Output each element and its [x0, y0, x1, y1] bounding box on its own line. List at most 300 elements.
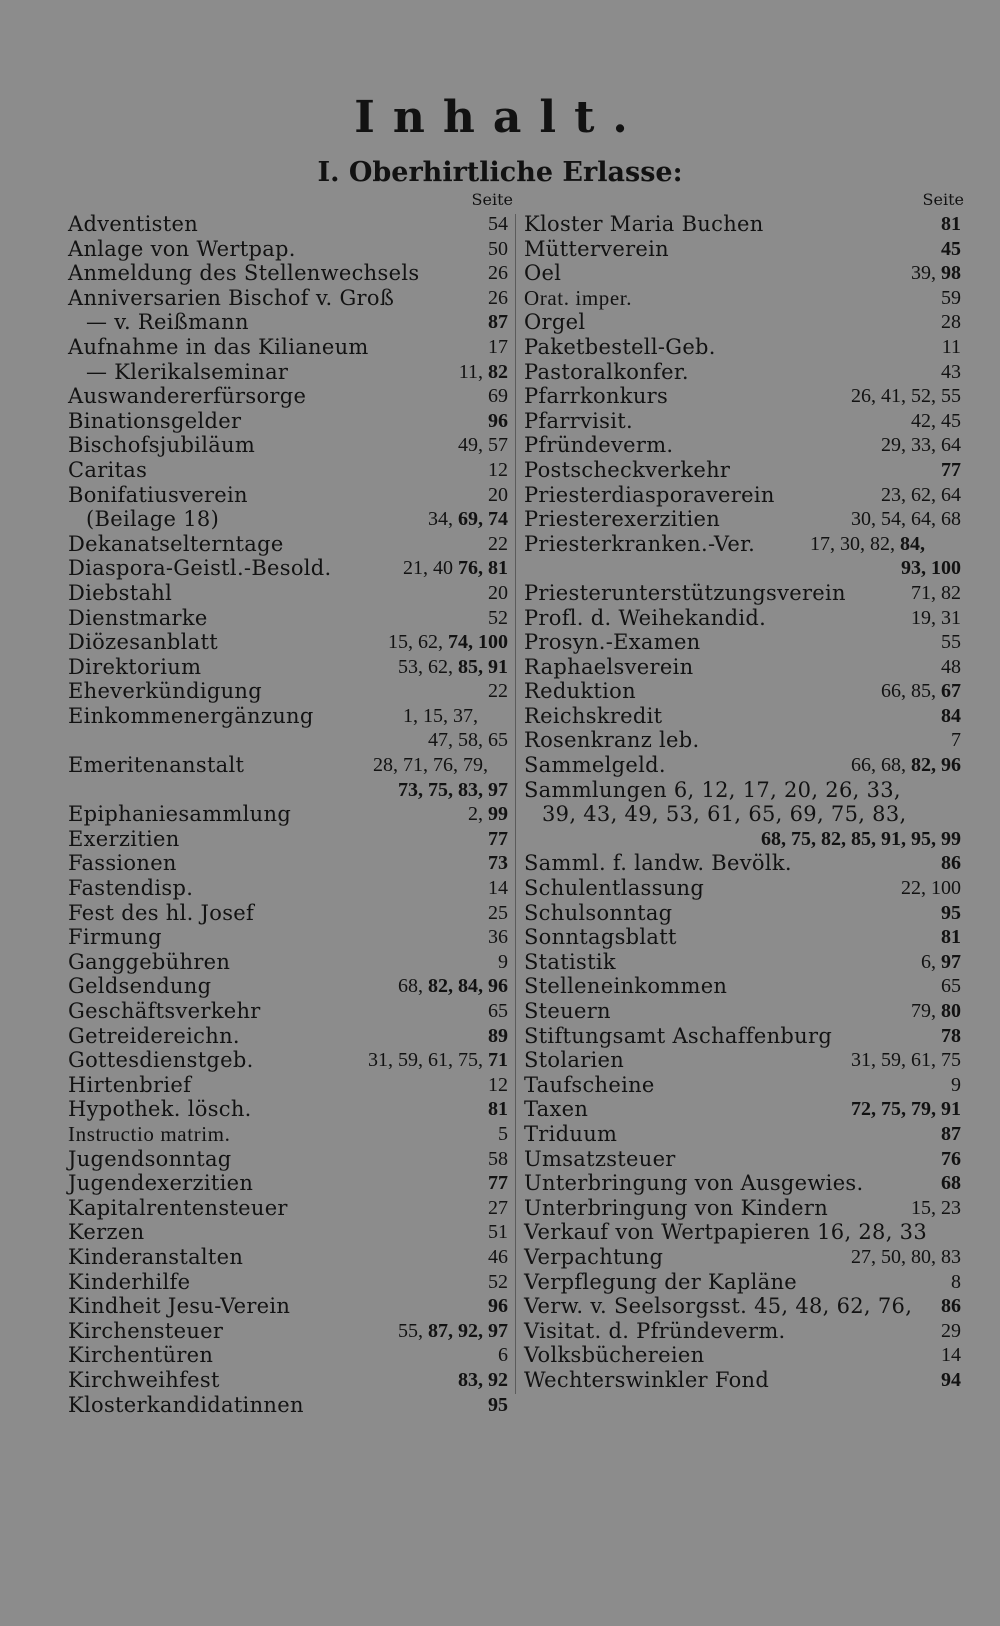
index-entry	[524, 974, 961, 999]
index-entry-term: Klosterkandidatinnen	[68, 1392, 304, 1417]
page-number: 68,	[398, 975, 428, 998]
page-number: 26, 41, 52, 55	[851, 385, 961, 408]
index-entry-pages	[941, 286, 961, 311]
index-entry-pages	[488, 876, 508, 901]
page-number: 74, 100	[448, 631, 508, 654]
index-entry-term: Kirchensteuer	[68, 1318, 224, 1343]
index-entry-term: Instructio matrim.	[68, 1121, 231, 1146]
page-number: 8	[951, 1270, 961, 1293]
index-entry-term: Emeritenanstalt	[68, 753, 245, 778]
index-entry-pages	[488, 901, 508, 926]
page-number: 15, 23	[911, 1196, 961, 1219]
index-entry-pages	[941, 212, 961, 237]
page-number: 71, 82	[911, 581, 961, 604]
index-entry-term: Binationsgelder	[68, 408, 242, 433]
index-entry-pages	[488, 261, 508, 286]
index-entry-pages	[468, 802, 508, 827]
index-entry-term: Priesterdiasporaverein	[524, 482, 775, 507]
page-number: 5	[498, 1122, 508, 1145]
index-entry	[68, 851, 508, 876]
index-entry-term: Priesterexerzitien	[524, 507, 721, 532]
index-entry-term: Adventisten	[68, 212, 199, 236]
page-number: 52	[488, 606, 508, 629]
index-entry-pages	[941, 237, 961, 262]
index-entry-term: Reichskredit	[524, 703, 663, 728]
index-entry-term: Unterbringung von Ausgewies.	[524, 1171, 864, 1196]
index-entry-pages	[488, 384, 508, 409]
index-column-right	[524, 212, 961, 1393]
index-entry	[68, 433, 508, 458]
page-number: 21, 40	[403, 557, 458, 580]
page-number: 47, 58, 65	[428, 729, 508, 752]
index-entry	[524, 483, 961, 508]
page-number: 68	[941, 1172, 961, 1195]
index-entry-term: Kloster Maria Buchen	[524, 212, 764, 236]
page-number: 66, 68,	[851, 754, 911, 777]
index-entry-pages	[458, 433, 508, 458]
index-entry-pages	[851, 507, 961, 532]
page-number: 77	[941, 458, 961, 481]
index-entry-pages	[951, 728, 961, 753]
index-entry	[68, 286, 508, 311]
index-entry-pages	[398, 778, 508, 803]
index-entry-pages	[941, 974, 961, 999]
index-entry	[524, 1097, 961, 1122]
page-number: 96	[488, 1295, 508, 1318]
index-entry-pages	[373, 753, 488, 778]
index-entry-pages	[911, 606, 961, 631]
index-entry	[524, 1220, 961, 1245]
page-number: 49, 57	[458, 434, 508, 457]
index-entry-pages	[488, 237, 508, 262]
index-entry-term: Mütterverein	[524, 236, 669, 261]
index-entry	[524, 876, 961, 901]
index-entry	[68, 728, 508, 753]
index-entry-term: Unterbringung von Kindern	[524, 1195, 829, 1220]
index-entry	[68, 901, 508, 926]
page-number: 20	[488, 483, 508, 506]
index-entry	[68, 876, 508, 901]
index-entry	[68, 1393, 508, 1418]
index-entry-pages	[488, 310, 508, 335]
index-entry-pages	[941, 901, 961, 926]
page-number: 22	[488, 680, 508, 703]
index-entry-pages	[398, 655, 508, 680]
page-number: 22	[488, 532, 508, 555]
page-number: 25	[488, 901, 508, 924]
index-entry	[524, 630, 961, 655]
page-number: 17, 30, 82,	[810, 532, 900, 555]
index-entry-pages	[851, 1097, 961, 1122]
index-entry	[68, 261, 508, 286]
index-entry-pages	[498, 950, 508, 975]
index-entry	[68, 212, 508, 237]
index-entry-term: Samml. f. landw. Bevölk.	[524, 851, 792, 876]
index-entry-pages	[488, 1294, 508, 1319]
index-entry	[524, 335, 961, 360]
page-number: 80	[941, 1000, 961, 1022]
index-entry	[524, 310, 961, 335]
page-number: 6	[498, 1344, 508, 1367]
index-entry	[524, 1048, 961, 1073]
section-heading: I. Oberhirtliche Erlasse:	[317, 157, 683, 188]
index-entry	[524, 1245, 961, 1270]
page-number: 6,	[921, 950, 941, 973]
index-entry-term: Statistik	[524, 949, 616, 974]
index-entry	[524, 458, 961, 483]
index-entry-pages	[488, 1270, 508, 1295]
index-entry	[524, 1147, 961, 1172]
index-entry-pages	[488, 409, 508, 434]
index-entry-term: Pfarrkonkurs	[524, 384, 669, 409]
index-entry	[524, 433, 961, 458]
page-number: 48	[941, 655, 961, 678]
index-entry-pages	[951, 1270, 961, 1295]
index-entry-pages	[941, 655, 961, 680]
page-number: 76	[941, 1147, 961, 1170]
page-number: 81	[941, 213, 961, 235]
index-entry-term: Anmeldung des Stellenwechsels	[68, 261, 420, 286]
index-entry	[68, 704, 508, 729]
index-entry-pages	[941, 1343, 961, 1368]
page-number: 93, 100	[901, 557, 961, 580]
index-entry-term: Steuern	[524, 999, 611, 1023]
index-entry	[68, 310, 508, 335]
index-entry	[524, 728, 961, 753]
index-entry-term: Taufscheine	[524, 1072, 655, 1097]
page-number: 50	[488, 237, 508, 260]
page-number: 46	[488, 1245, 508, 1268]
page-number: 31, 59, 61, 75	[851, 1049, 961, 1072]
page-number: 29, 33, 64	[881, 434, 961, 457]
page-number: 27, 50, 80, 83	[851, 1245, 961, 1268]
page-number: 27	[488, 1196, 508, 1219]
page-number: 71	[488, 1049, 508, 1072]
index-entry-pages	[941, 630, 961, 655]
page-number: 58	[488, 1147, 508, 1170]
page-number: 29	[941, 1319, 961, 1342]
index-entry-term: Auswandererfürsorge	[68, 384, 307, 409]
index-entry	[68, 1196, 508, 1221]
page-number: 77	[488, 827, 508, 850]
index-entry	[524, 925, 961, 950]
index-entry	[68, 606, 508, 631]
index-entry	[68, 507, 508, 532]
page-number: 55	[941, 631, 961, 654]
index-entry	[68, 1171, 508, 1196]
index-entry	[524, 532, 961, 557]
index-entry-pages	[951, 1073, 961, 1098]
index-entry-term: Epiphaniesammlung	[68, 802, 292, 827]
page-number: 30, 54, 64, 68	[851, 508, 961, 531]
index-entry-term: Getreidereichn.	[68, 1023, 240, 1048]
index-entry-term: Volksbüchereien	[524, 1343, 705, 1368]
page-number: 52	[488, 1270, 508, 1293]
index-entry-term: Fastendisp.	[68, 876, 194, 901]
index-entry-pages	[398, 1319, 508, 1344]
index-entry	[524, 802, 961, 827]
page-number: 20	[488, 581, 508, 604]
page-number: 95	[941, 901, 961, 924]
index-entry-pages	[941, 1171, 961, 1196]
index-entry-term: Profl. d. Weihekandid.	[524, 605, 767, 630]
index-entry-pages	[488, 1220, 508, 1245]
page-number: 77	[488, 1172, 508, 1195]
index-entry	[68, 384, 508, 409]
index-entry	[68, 1024, 508, 1049]
index-entry-pages	[458, 1368, 508, 1393]
index-entry	[524, 384, 961, 409]
index-entry-term: Prosyn.-Examen	[524, 630, 701, 655]
page-number: 54	[488, 213, 508, 235]
index-entry	[68, 1122, 508, 1147]
page-number: 19, 31	[911, 606, 961, 629]
index-entry-term: Kinderhilfe	[68, 1269, 191, 1294]
index-entry	[524, 556, 961, 581]
index-entry-pages	[403, 556, 508, 581]
index-entry-term: Einkommenergänzung	[68, 703, 314, 728]
index-entry-term: Gottesdienstgeb.	[68, 1048, 254, 1073]
index-entry	[68, 1294, 508, 1319]
page-number: 66, 85,	[881, 680, 941, 703]
index-entry	[524, 1319, 961, 1344]
index-entry-pages	[368, 1048, 508, 1073]
index-entry-pages	[488, 1196, 508, 1221]
index-entry-pages	[488, 532, 508, 557]
index-entry	[68, 360, 508, 385]
page-number: 55,	[398, 1319, 428, 1342]
index-entry-term: Orat. imper.	[524, 285, 633, 310]
index-entry-term: Hypothek. lösch.	[68, 1097, 252, 1122]
page-number: 81	[941, 926, 961, 949]
index-entry-pages	[488, 1393, 508, 1418]
page-number: 53, 62,	[398, 655, 458, 678]
column-divider	[515, 214, 516, 1394]
index-entry-term: Geschäftsverkehr	[68, 999, 261, 1023]
index-entry-pages	[941, 458, 961, 483]
index-entry-term: Stolarien	[524, 1048, 625, 1073]
index-entry-pages	[488, 286, 508, 311]
page-number: 97	[941, 950, 961, 973]
index-entry-term: Fest des hl. Josef	[68, 900, 255, 925]
page-number: 87, 92, 97	[428, 1319, 508, 1342]
page-number: 79,	[911, 1000, 941, 1022]
index-entry	[524, 999, 961, 1024]
index-entry-term: Kapitalrentensteuer	[68, 1195, 288, 1220]
index-entry-term: Jugendexerzitien	[68, 1171, 254, 1196]
index-entry-pages	[488, 335, 508, 360]
page-number: 69	[488, 385, 508, 408]
index-entry-pages	[488, 1073, 508, 1098]
page-number: 17	[488, 335, 508, 358]
index-entry	[68, 778, 508, 803]
index-entry-term: Postscheckverkehr	[524, 457, 731, 482]
index-entry-term: Bonifatiusverein	[68, 482, 248, 507]
page-number: 11	[941, 335, 961, 358]
page-number: 94	[941, 1368, 961, 1391]
page-number: 9	[951, 1073, 961, 1096]
page-number: 34,	[428, 508, 458, 531]
index-entry-pages	[881, 433, 961, 458]
index-entry-term: Direktorium	[68, 654, 202, 679]
index-entry-pages	[941, 1024, 961, 1049]
page-number: 14	[941, 1344, 961, 1367]
page-number: 28, 71, 76, 79,	[373, 754, 488, 777]
index-entry	[68, 1220, 508, 1245]
index-entry-term: Orgel	[524, 310, 586, 335]
page-number: 98	[941, 262, 961, 285]
index-entry	[68, 458, 508, 483]
index-entry-term: Kinderanstalten	[68, 1244, 244, 1269]
index-column-left	[68, 212, 508, 1417]
page-number: 39,	[911, 262, 941, 285]
index-entry-term: Jugendsonntag	[68, 1146, 232, 1171]
index-entry-pages	[901, 556, 961, 581]
index-entry-pages	[911, 1196, 961, 1221]
index-entry	[524, 827, 961, 852]
index-entry-term: Stelleneinkommen	[524, 974, 728, 999]
index-entry-term: Kirchentüren	[68, 1343, 214, 1368]
index-entry	[524, 1294, 961, 1319]
index-entry	[524, 1343, 961, 1368]
index-entry	[68, 630, 508, 655]
page-number: 11,	[458, 360, 488, 383]
index-entry	[68, 237, 508, 262]
index-entry-pages	[488, 606, 508, 631]
page-number: 82, 84, 96	[428, 975, 508, 998]
index-entry-term: Triduum	[524, 1121, 618, 1146]
index-entry-pages	[942, 335, 961, 360]
index-entry-term: Verpflegung der Kapläne	[524, 1269, 797, 1294]
page-number: 84	[941, 704, 961, 727]
index-entry-term: Eheverkündigung	[68, 679, 262, 704]
index-entry	[524, 1368, 961, 1393]
page-number: 1, 15, 37,	[403, 704, 478, 727]
page-title: Inhalt.	[354, 92, 646, 143]
index-entry-term: — Klerikalseminar	[86, 359, 289, 384]
index-entry	[524, 1270, 961, 1295]
index-entry-term: Reduktion	[524, 679, 636, 704]
index-entry	[68, 335, 508, 360]
index-entry	[524, 261, 961, 286]
index-entry	[524, 679, 961, 704]
index-entry-term: Aufnahme in das Kilianeum	[68, 334, 369, 359]
index-entry-pages	[428, 728, 508, 753]
page-number: 87	[488, 311, 508, 334]
index-entry	[524, 1171, 961, 1196]
index-entry-term: Paketbestell-Geb.	[524, 334, 716, 359]
index-entry-term: Diebstahl	[68, 580, 173, 605]
index-entry-pages	[851, 753, 961, 778]
index-entry-pages	[488, 1171, 508, 1196]
index-entry-pages	[488, 925, 508, 950]
index-entry-term: Hirtenbrief	[68, 1072, 192, 1097]
page-number: 82	[488, 360, 508, 383]
page-number: 69, 74	[458, 508, 508, 531]
index-entry-pages	[488, 851, 508, 876]
page-number: 65	[941, 975, 961, 998]
index-entry-term: Stiftungsamt Aschaffenburg	[524, 1023, 833, 1048]
index-entry-pages	[941, 310, 961, 335]
page-number: 84,	[900, 532, 925, 555]
index-entry	[68, 409, 508, 434]
page-number: 26	[488, 262, 508, 285]
index-entry-pages	[761, 827, 961, 852]
index-entry-term: Taxen	[524, 1097, 589, 1122]
index-entry-pages	[810, 532, 925, 557]
page-number: 73	[488, 852, 508, 875]
index-entry-term: Dienstmarke	[68, 605, 208, 630]
page-number: 76, 81	[458, 557, 508, 580]
index-entry-pages	[488, 999, 508, 1024]
index-entry-term: Raphaelsverein	[524, 654, 694, 679]
page-number: 67	[941, 680, 961, 703]
index-entry-pages	[911, 409, 961, 434]
page-number: 68, 75, 82, 85, 91, 95, 99	[761, 827, 961, 850]
page-column-label-right: Seite	[922, 190, 964, 209]
index-entry	[68, 1245, 508, 1270]
page-number: 73, 75, 83, 97	[398, 778, 508, 801]
index-entry-term: Sammelgeld.	[524, 753, 666, 778]
index-entry-pages	[881, 679, 961, 704]
page-number: 7	[951, 729, 961, 752]
page-number: 28	[941, 311, 961, 334]
index-entry-pages	[941, 1319, 961, 1344]
index-entry	[524, 237, 961, 262]
index-entry-term: Priesterkranken.-Ver.	[524, 531, 756, 556]
index-entry-term: Kindheit Jesu-Verein	[68, 1294, 291, 1319]
index-entry-pages	[498, 1122, 508, 1147]
index-entry-term: Caritas	[68, 457, 148, 482]
index-entry-term: (Beilage 18)	[86, 507, 220, 532]
index-entry	[524, 507, 961, 532]
index-entry	[524, 950, 961, 975]
index-entry-pages	[459, 360, 508, 385]
index-entry-pages	[488, 581, 508, 606]
index-entry-term: Sammlungen 6, 12, 17, 20, 26, 33,	[524, 777, 901, 802]
page-number: 22, 100	[901, 877, 961, 900]
index-entry	[68, 974, 508, 999]
index-entry	[524, 1024, 961, 1049]
page-number: 15, 62,	[388, 631, 448, 654]
index-entry-term: Fassionen	[68, 851, 177, 876]
index-entry	[68, 1073, 508, 1098]
index-entry	[68, 581, 508, 606]
index-entry-pages	[941, 851, 961, 876]
index-entry	[68, 999, 508, 1024]
page-number: 42, 45	[911, 409, 961, 432]
index-entry-pages	[901, 876, 961, 901]
page-number: 31, 59, 61, 75,	[368, 1049, 488, 1072]
index-entry	[524, 704, 961, 729]
index-entry-pages	[488, 1245, 508, 1270]
index-entry-term: Visitat. d. Pfründeverm.	[524, 1318, 786, 1343]
index-entry	[68, 802, 508, 827]
index-entry-term: Rosenkranz leb.	[524, 728, 700, 753]
index-entry-pages	[911, 581, 961, 606]
index-entry-term: Diaspora-Geistl.-Besold.	[68, 556, 332, 581]
index-entry-pages	[488, 212, 508, 237]
page-number: 65	[488, 1000, 508, 1022]
index-entry-pages	[498, 1343, 508, 1368]
index-entry-term: Wechterswinkler Fond	[524, 1367, 770, 1392]
index-entry-term: Exerzitien	[68, 826, 180, 851]
index-entry-term: Umsatzsteuer	[524, 1146, 676, 1171]
page-number: 99	[488, 803, 508, 826]
index-entry-term: 39, 43, 49, 53, 61, 65, 69, 75, 83,	[542, 802, 907, 827]
index-entry-pages	[488, 827, 508, 852]
page-number: 81	[488, 1098, 508, 1121]
